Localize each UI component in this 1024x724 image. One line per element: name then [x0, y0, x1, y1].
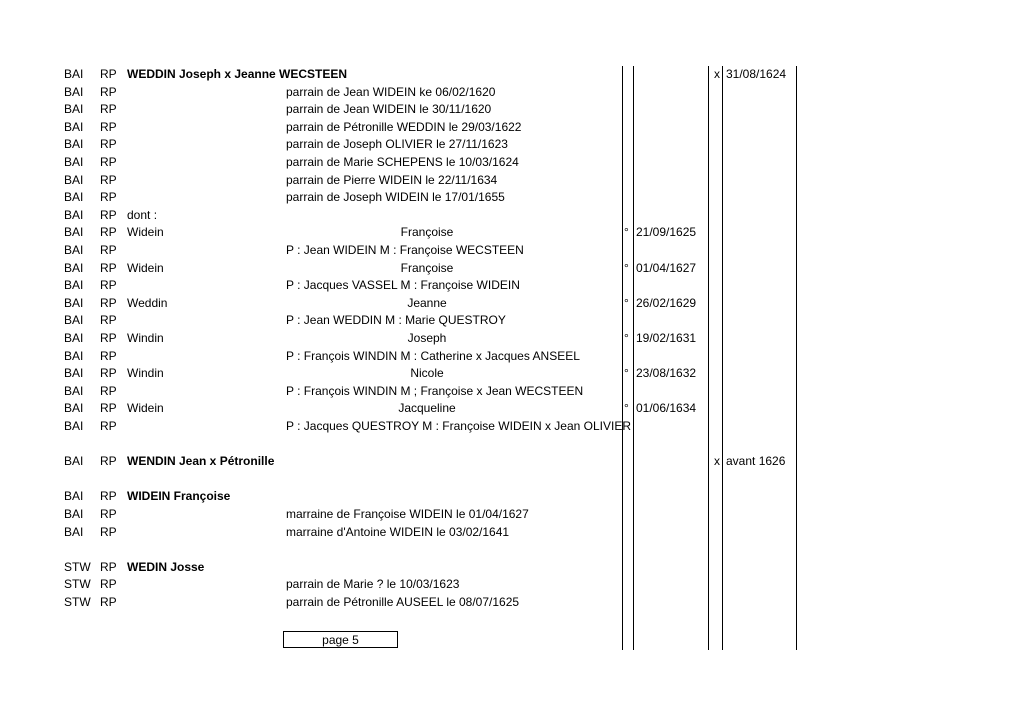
record-row: [0, 312, 1024, 330]
person-name: Widein: [127, 401, 164, 416]
record-detail: P : Jacques VASSEL M : Françoise WIDEIN: [286, 278, 520, 293]
record-type: RP: [100, 278, 117, 293]
baptism-date: 01/06/1634: [636, 401, 697, 416]
record-row: [0, 506, 1024, 524]
child-firstname: Jeanne: [407, 295, 447, 310]
record-row: [0, 119, 1024, 137]
child-firstname: Françoise: [400, 260, 454, 275]
record-row: [0, 260, 1024, 278]
record-detail: parrain de Pétronille WEDDIN le 29/03/1622: [286, 119, 522, 134]
baptism-date: 26/02/1629: [636, 295, 697, 310]
parish-code: BAI: [64, 225, 84, 240]
record-row: [0, 172, 1024, 190]
marriage-mark: x: [714, 67, 720, 81]
record-type: RP: [100, 489, 117, 504]
record-type: RP: [100, 383, 117, 398]
record-row: [0, 277, 1024, 295]
record-type: RP: [100, 366, 117, 381]
marriage-mark: x: [714, 454, 720, 469]
record-row: [0, 559, 1024, 577]
page-number-box: [283, 631, 398, 648]
parish-code: BAI: [64, 454, 84, 469]
baptism-date: 23/08/1632: [636, 366, 697, 381]
parish-code: BAI: [64, 419, 84, 433]
record-type: RP: [100, 577, 117, 592]
baptism-mark: °: [624, 295, 629, 310]
record-type: RP: [100, 331, 117, 345]
record-detail: parrain de Pierre WIDEIN le 22/11/1634: [286, 172, 498, 187]
record-type: RP: [100, 155, 117, 169]
parish-code: BAI: [64, 137, 84, 152]
person-name: Windin: [127, 366, 164, 381]
marriage-date: avant 1626: [726, 454, 786, 469]
record-row: [0, 576, 1024, 594]
record-type: RP: [100, 401, 117, 416]
record-detail: parrain de Joseph WIDEIN le 17/01/1655: [286, 190, 505, 205]
parish-code: BAI: [64, 524, 84, 539]
record-type: RP: [100, 172, 117, 187]
person-name: WEDDIN Joseph x Jeanne WECSTEEN: [127, 67, 348, 81]
record-row: [0, 295, 1024, 313]
record-row: [0, 189, 1024, 207]
record-type: RP: [100, 313, 117, 328]
record-detail: P : Jean WIDEIN M : Françoise WECSTEEN: [286, 243, 524, 257]
person-name: Widein: [127, 260, 164, 275]
record-detail: parrain de Jean WIDEIN le 30/11/1620: [286, 102, 492, 117]
parish-code: BAI: [64, 172, 84, 187]
record-row: [0, 348, 1024, 366]
record-type: RP: [100, 348, 117, 363]
record-row: [0, 136, 1024, 154]
record-detail: parrain de Marie ? le 10/03/1623: [286, 577, 460, 592]
record-row: [0, 400, 1024, 418]
person-name: WENDIN Jean x Pétronille: [127, 454, 275, 469]
record-row: [0, 365, 1024, 383]
parish-code: BAI: [64, 507, 84, 521]
record-row: [0, 330, 1024, 348]
baptism-date: 19/02/1631: [636, 331, 697, 345]
record-row: [0, 453, 1024, 471]
parish-code: BAI: [64, 243, 84, 257]
parish-code: BAI: [64, 383, 84, 398]
parish-code: BAI: [64, 155, 84, 169]
person-name: WIDEIN Françoise: [127, 489, 231, 504]
parish-code: BAI: [64, 331, 84, 345]
parish-code: BAI: [64, 260, 84, 275]
record-detail: marraine de Françoise WIDEIN le 01/04/1627: [286, 507, 529, 521]
baptism-mark: °: [624, 225, 629, 240]
record-type: RP: [100, 295, 117, 310]
parish-code: STW: [64, 559, 91, 574]
record-type: RP: [100, 119, 117, 134]
record-row: [0, 207, 1024, 225]
parish-code: BAI: [64, 295, 84, 310]
parish-code: BAI: [64, 119, 84, 134]
record-type: RP: [100, 137, 117, 152]
parish-code: STW: [64, 595, 91, 609]
record-type: RP: [100, 595, 117, 609]
child-firstname: Joseph: [407, 331, 447, 345]
record-type: RP: [100, 243, 117, 257]
record-type: RP: [100, 260, 117, 275]
person-name: Weddin: [127, 295, 168, 310]
record-type: RP: [100, 207, 117, 222]
record-detail: parrain de Joseph OLIVIER le 27/11/1623: [286, 137, 508, 152]
parish-code: STW: [64, 577, 91, 592]
record-type: RP: [100, 454, 117, 469]
record-detail: parrain de Pétronille AUSEEL le 08/07/1625: [286, 595, 520, 609]
record-row: [0, 242, 1024, 260]
record-type: RP: [100, 102, 117, 117]
record-detail: P : François WINDIN M : Catherine x Jacques ANSEEL: [286, 348, 580, 363]
parish-code: BAI: [64, 84, 84, 99]
record-row: [0, 418, 1024, 436]
baptism-mark: °: [624, 331, 629, 345]
record-row: [0, 488, 1024, 506]
parish-code: BAI: [64, 102, 84, 117]
parish-code: BAI: [64, 401, 84, 416]
baptism-mark: °: [624, 366, 629, 381]
record-detail: parrain de Marie SCHEPENS le 10/03/1624: [286, 155, 519, 169]
child-firstname: Nicole: [410, 366, 444, 381]
record-row: [0, 154, 1024, 172]
record-type: RP: [100, 225, 117, 240]
record-detail: P : Jean WEDDIN M : Marie QUESTROY: [286, 313, 506, 328]
record-row: [0, 101, 1024, 119]
record-type: RP: [100, 524, 117, 539]
record-detail: parrain de Jean WIDEIN ke 06/02/1620: [286, 84, 496, 99]
person-name: Windin: [127, 331, 164, 345]
record-row: [0, 524, 1024, 542]
child-firstname: Françoise: [400, 225, 454, 240]
parish-code: BAI: [64, 366, 84, 381]
baptism-mark: °: [624, 401, 629, 416]
parish-code: BAI: [64, 278, 84, 293]
baptism-mark: °: [624, 260, 629, 275]
parish-code: BAI: [64, 489, 84, 504]
parish-code: BAI: [64, 67, 84, 81]
record-type: RP: [100, 190, 117, 205]
parish-code: BAI: [64, 207, 84, 222]
parish-code: BAI: [64, 190, 84, 205]
record-detail: marraine d'Antoine WIDEIN le 03/02/1641: [286, 524, 510, 539]
record-type: RP: [100, 419, 117, 433]
record-detail: P : Jacques QUESTROY M : Françoise WIDEIN x Jean OLIVIER: [286, 419, 631, 433]
record-row: [0, 224, 1024, 242]
record-type: RP: [100, 559, 117, 574]
parish-code: BAI: [64, 348, 84, 363]
parish-code: BAI: [64, 313, 84, 328]
child-firstname: Jacqueline: [398, 401, 456, 416]
record-row: [0, 84, 1024, 102]
record-type: RP: [100, 67, 117, 81]
record-row: [0, 594, 1024, 612]
person-name: Widein: [127, 225, 164, 240]
record-row: [0, 383, 1024, 401]
record-row: [0, 66, 1024, 84]
person-name: dont :: [127, 207, 158, 222]
record-detail: P : François WINDIN M ; Françoise x Jean WECSTEEN: [286, 383, 584, 398]
marriage-date: 31/08/1624: [726, 67, 787, 81]
baptism-date: 01/04/1627: [636, 260, 697, 275]
page-number: page 5: [322, 633, 359, 647]
baptism-date: 21/09/1625: [636, 225, 697, 240]
person-name: WEDIN Josse: [127, 559, 205, 574]
record-type: RP: [100, 507, 117, 521]
record-type: RP: [100, 84, 117, 99]
